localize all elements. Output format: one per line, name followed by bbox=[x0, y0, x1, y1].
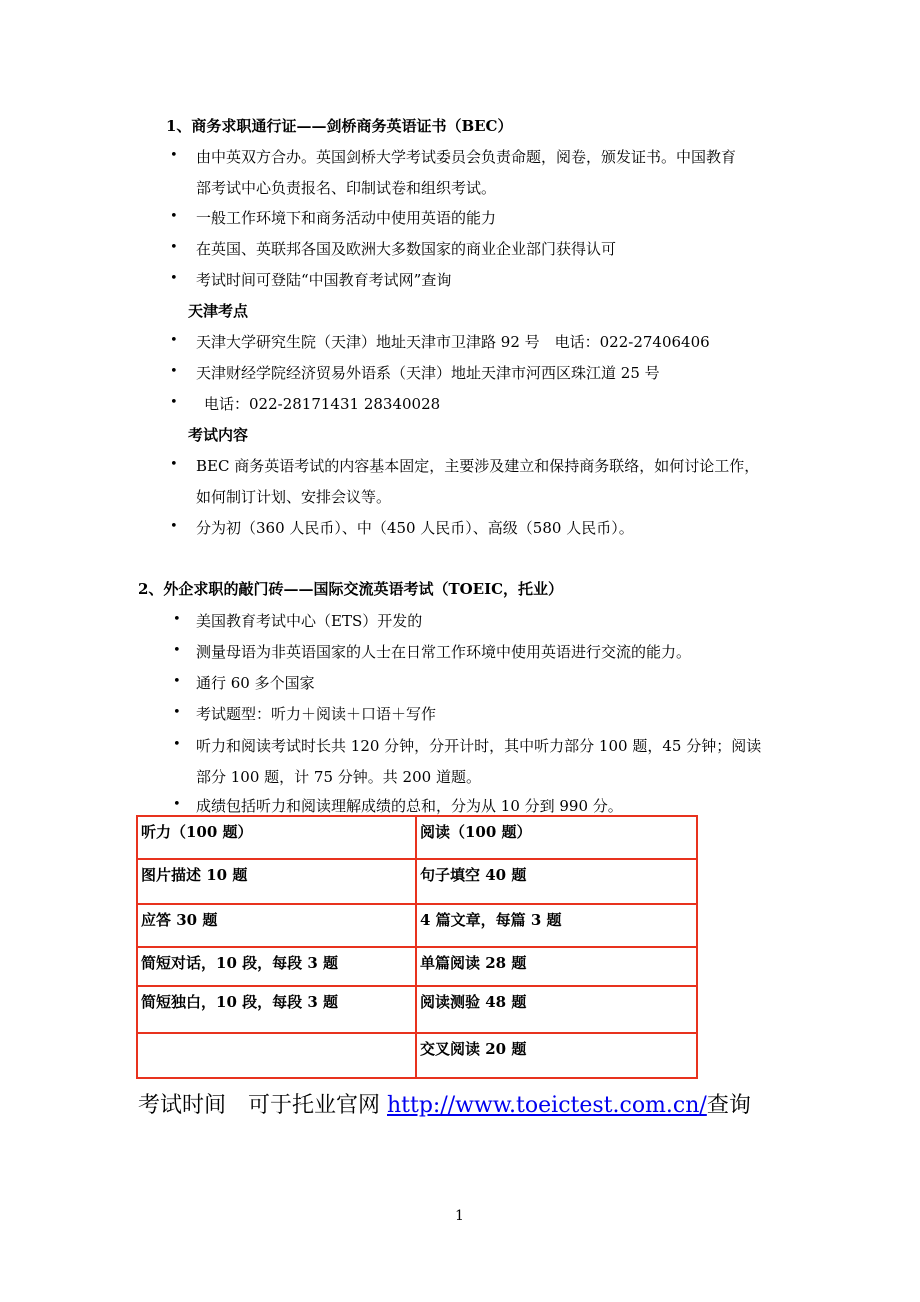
centers-title: 天津考点 bbox=[188, 302, 249, 320]
bullet-icon: • bbox=[170, 209, 178, 224]
bullet-icon: • bbox=[173, 674, 181, 689]
table-row bbox=[137, 947, 697, 986]
list-item-continuation: 部考试中心负责报名、印制试卷和组织考试。 bbox=[196, 179, 497, 197]
table-row bbox=[137, 986, 697, 1033]
bullet-icon: • bbox=[173, 797, 181, 812]
bullet-icon: • bbox=[170, 519, 178, 534]
table-cell: 阅读测验 48 题 bbox=[416, 986, 697, 1033]
table-cell bbox=[137, 1033, 416, 1078]
score-table bbox=[136, 815, 698, 1079]
list-item: 成绩包括听力和阅读理解成绩的总和，分为从 10 分到 990 分。 bbox=[196, 797, 623, 815]
table-cell: 应答 30 题 bbox=[137, 904, 416, 947]
list-item: 听力和阅读考试时长共 120 分钟，分开计时，其中听力部分 100 题，45 分钟；阅读 bbox=[196, 737, 762, 755]
bullet-icon: • bbox=[170, 457, 178, 472]
bullet-icon: • bbox=[173, 643, 181, 658]
table-row bbox=[137, 816, 697, 859]
bullet-icon: • bbox=[173, 705, 181, 720]
table-row bbox=[137, 904, 697, 947]
exam-time-line bbox=[138, 1088, 751, 1119]
bullet-icon: • bbox=[170, 271, 178, 286]
table-cell: 图片描述 10 题 bbox=[137, 859, 416, 904]
table-row bbox=[137, 859, 697, 904]
table-cell: 阅读（100 题） bbox=[416, 816, 697, 859]
bullet-icon: • bbox=[170, 395, 178, 410]
bullet-icon: • bbox=[173, 737, 181, 752]
list-item: 分为初（360 人民币）、中（450 人民币）、高级（580 人民币）。 bbox=[196, 519, 634, 537]
table-cell: 简短独白，10 段，每段 3 题 bbox=[137, 986, 416, 1033]
bullet-icon: • bbox=[170, 364, 178, 379]
list-item: 测量母语为非英语国家的人士在日常工作环境中使用英语进行交流的能力。 bbox=[196, 643, 692, 661]
table-cell: 4 篇文章，每篇 3 题 bbox=[416, 904, 697, 947]
section1-title: 1、商务求职通行证——剑桥商务英语证书（BEC） bbox=[166, 117, 513, 135]
list-item: 考试时间可登陆“中国教育考试网”查询 bbox=[196, 271, 452, 289]
list-item: 考试题型：听力＋阅读＋口语＋写作 bbox=[196, 705, 437, 723]
list-item: 天津财经学院经济贸易外语系（天津）地址天津市河西区珠江道 25 号 bbox=[196, 364, 660, 382]
table-row bbox=[137, 1033, 697, 1078]
list-item: 通行 60 多个国家 bbox=[196, 674, 315, 692]
list-item: BEC 商务英语考试的内容基本固定，主要涉及建立和保持商务联络，如何讨论工作， bbox=[196, 457, 760, 475]
list-item: 美国教育考试中心（ETS）开发的 bbox=[196, 612, 423, 630]
list-item: 一般工作环境下和商务活动中使用英语的能力 bbox=[196, 209, 497, 227]
bullet-icon: • bbox=[170, 240, 178, 255]
bullet-icon: • bbox=[170, 148, 178, 163]
table-cell: 交叉阅读 20 题 bbox=[416, 1033, 697, 1078]
list-item: 在英国、英联邦各国及欧洲大多数国家的商业企业部门获得认可 bbox=[196, 240, 617, 258]
list-item: 由中英双方合办。英国剑桥大学考试委员会负责命题，阅卷，颁发证书。中国教育 bbox=[196, 148, 737, 166]
page-number: 1 bbox=[455, 1208, 464, 1224]
table-cell: 简短对话，10 段，每段 3 题 bbox=[137, 947, 416, 986]
content-title: 考试内容 bbox=[188, 426, 249, 444]
table-cell: 句子填空 40 题 bbox=[416, 859, 697, 904]
list-item: 电话：022-28171431 28340028 bbox=[204, 395, 441, 413]
exam-time-prefix: 考试时间 可于托业官网 bbox=[138, 1093, 387, 1118]
list-item-continuation: 部分 100 题，计 75 分钟。共 200 道题。 bbox=[196, 768, 481, 786]
bullet-icon: • bbox=[170, 333, 178, 348]
table-cell: 单篇阅读 28 题 bbox=[416, 947, 697, 986]
toeic-website-link[interactable]: http://www.toeictest.com.cn/ bbox=[387, 1093, 707, 1118]
section2-title: 2、外企求职的敲门砖——国际交流英语考试（TOEIC，托业） bbox=[138, 580, 564, 598]
table-cell: 听力（100 题） bbox=[137, 816, 416, 859]
exam-time-suffix: 查询 bbox=[706, 1093, 751, 1118]
bullet-icon: • bbox=[173, 612, 181, 627]
list-item-continuation: 如何制订计划、安排会议等。 bbox=[196, 488, 392, 506]
list-item: 天津大学研究生院（天津）地址天津市卫津路 92 号 电话：022-27406406 bbox=[196, 333, 710, 351]
